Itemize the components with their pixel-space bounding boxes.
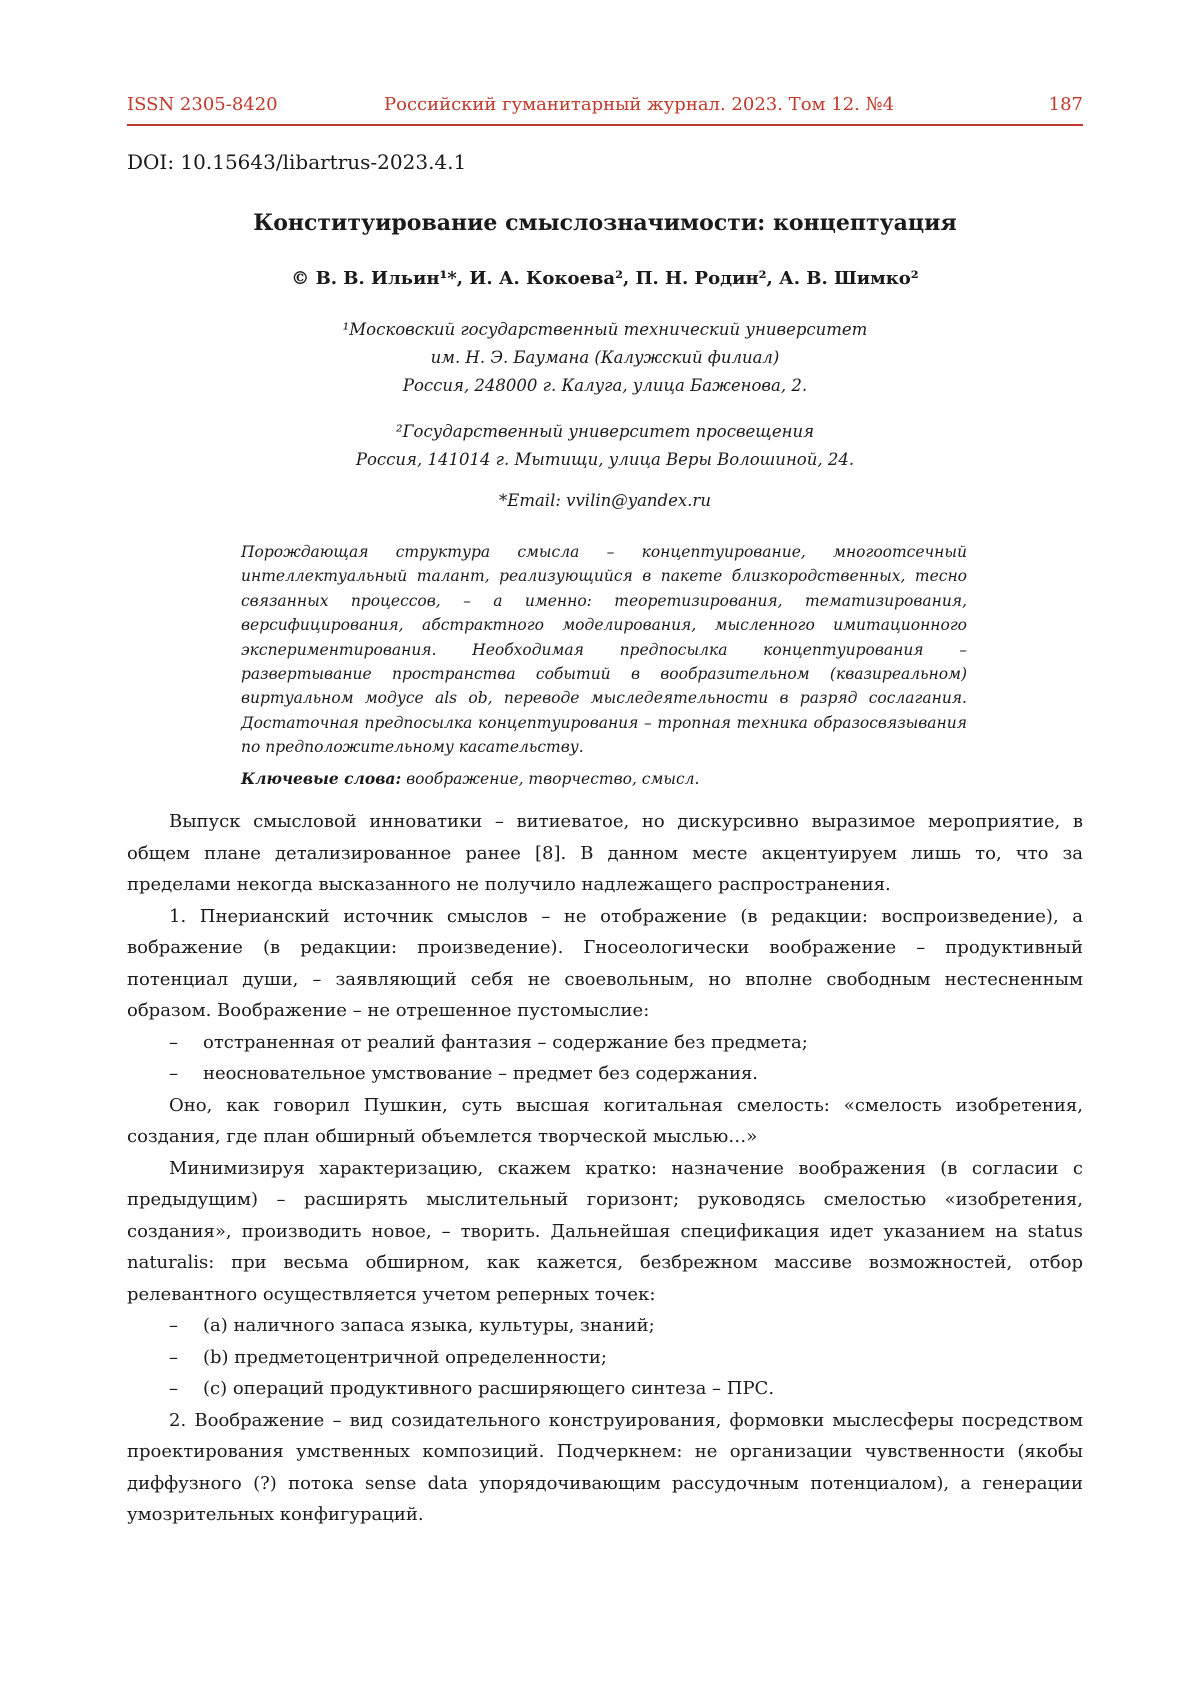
list-dash: – — [169, 1346, 178, 1368]
article-body — [127, 806, 1083, 1531]
article-authors: © В. В. Ильин¹*, И. А. Кокоева², П. Н. Родин², А. В. Шимко² — [291, 268, 919, 289]
issn: ISSN 2305-8420 — [127, 94, 278, 115]
paragraph-1: Выпуск смысловой инноватики – витиеватое, но дискурсивно выразимое мероприятие, в общем плане детализированное ранее [8]. В данном месте акцентуируем лишь то, что за пределами некогда высказанного не получило надлежащего распространения. — [127, 811, 1083, 895]
paragraph-2: 1. Пнерианский источник смыслов – не отображение (в редакции: воспроизведение), а вображение (в редакции: произведение). Гносеологически воображение – продуктивный потенциал души, – заявляющий себя не своевольным, но вполне свободным нестесненным образом. Воображение – не отрешенное пустомыслие: — [127, 905, 1083, 1021]
affiliation-2 — [127, 418, 1083, 474]
running-header — [127, 90, 1083, 126]
list-item-text: неосновательное умствование – предмет без содержания. — [203, 1063, 759, 1084]
journal-page — [127, 0, 1083, 1698]
list-dash: – — [169, 1063, 178, 1084]
keywords — [241, 769, 967, 788]
contact-email[interactable]: *Email: vvilin@yandex.ru — [499, 491, 711, 510]
affiliation-2-line-2: Россия, 141014 г. Мытищи, улица Веры Волошиной, 24. — [355, 450, 855, 469]
list-item-text: (b) предметоцентричной определенности; — [203, 1346, 607, 1368]
list-item — [127, 1373, 1083, 1405]
list-dash: – — [169, 1378, 178, 1399]
list-dash: – — [169, 1031, 178, 1053]
keywords-text: воображение, творчество, смысл. — [401, 770, 700, 788]
keywords-label: Ключевые слова: — [241, 769, 402, 788]
list-dash: – — [169, 1315, 178, 1336]
list-item — [127, 1310, 1083, 1342]
paragraph-5: 2. Воображение – вид созидательного конструирования, формовки мыслесферы посредством проектирования умственных композиций. Подчеркнем: не организации чувственности (якобы диффузного (?) потока sense data упорядочивающим рассудочным потенциалом), а генерации умозрительных конфигураций. — [127, 1409, 1083, 1525]
list-item — [127, 1058, 1083, 1090]
list-item-text: отстраненная от реалий фантазия – содержание без предмета; — [203, 1031, 808, 1053]
affiliation-1 — [127, 316, 1083, 400]
list-item — [127, 1342, 1083, 1374]
paragraph-4: Минимизируя характеризацию, скажем кратко: назначение воображения (в согласии с предыдущим) – расширять мыслительный горизонт; руководясь смелостью «изобретения, создания», производить новое, – творить. Дальнейшая спецификация идет указанием на status naturalis: при весьма обширном, как кажется, безбрежном массиве возможностей, отбор релевантного осуществляется учетом реперных точек: — [127, 1157, 1083, 1305]
paragraph-3: Оно, как говорил Пушкин, суть высшая когитальная смелость: «смелость изобретения, создания, где план обширный объемлется творческой мыслью…» — [127, 1094, 1083, 1147]
affiliation-1-line-2: им. Н. Э. Баумана (Калужский филиал) — [430, 348, 780, 367]
list-item-text: (a) наличного запаса языка, культуры, знаний; — [203, 1315, 655, 1336]
abstract: Порождающая структура смысла – концептуирование, многоотсечный интеллектуальный талант, реализующийся в пакете близкородственных, тесно связанных процессов, – а именно: теоретизирования, тематизирования, версифицирования, абстрактного моделирования, мысленного имитационного экспериментирования. Необходимая предпосылка концептуирования – развертывание пространства событий в вообразительном (квазиреальном) виртуальном модусе als ob, переводе мыследеятельности в разряд сослагания. Достаточная предпосылка концептуирования – тропная техника образосвязывания по предположительному касательству. — [241, 543, 967, 757]
article-title: Конституирование смыслозначимости: концептуация — [253, 210, 957, 236]
doi[interactable]: DOI: 10.15643/libartrus-2023.4.1 — [127, 150, 467, 174]
page-number: 187 — [1048, 94, 1083, 115]
list-item-text: (c) операций продуктивного расширяющего синтеза – ПРС. — [203, 1378, 775, 1399]
affiliation-1-line-1: ¹Московский государственный технический университет — [342, 320, 868, 339]
list-item — [127, 1027, 1083, 1059]
affiliation-1-line-3: Россия, 248000 г. Калуга, улица Баженова, 2. — [402, 376, 808, 395]
journal-title: Российский гуманитарный журнал. 2023. Том 12. №4 — [384, 94, 895, 115]
affiliation-2-line-1: ²Государственный университет просвещения — [395, 422, 815, 441]
